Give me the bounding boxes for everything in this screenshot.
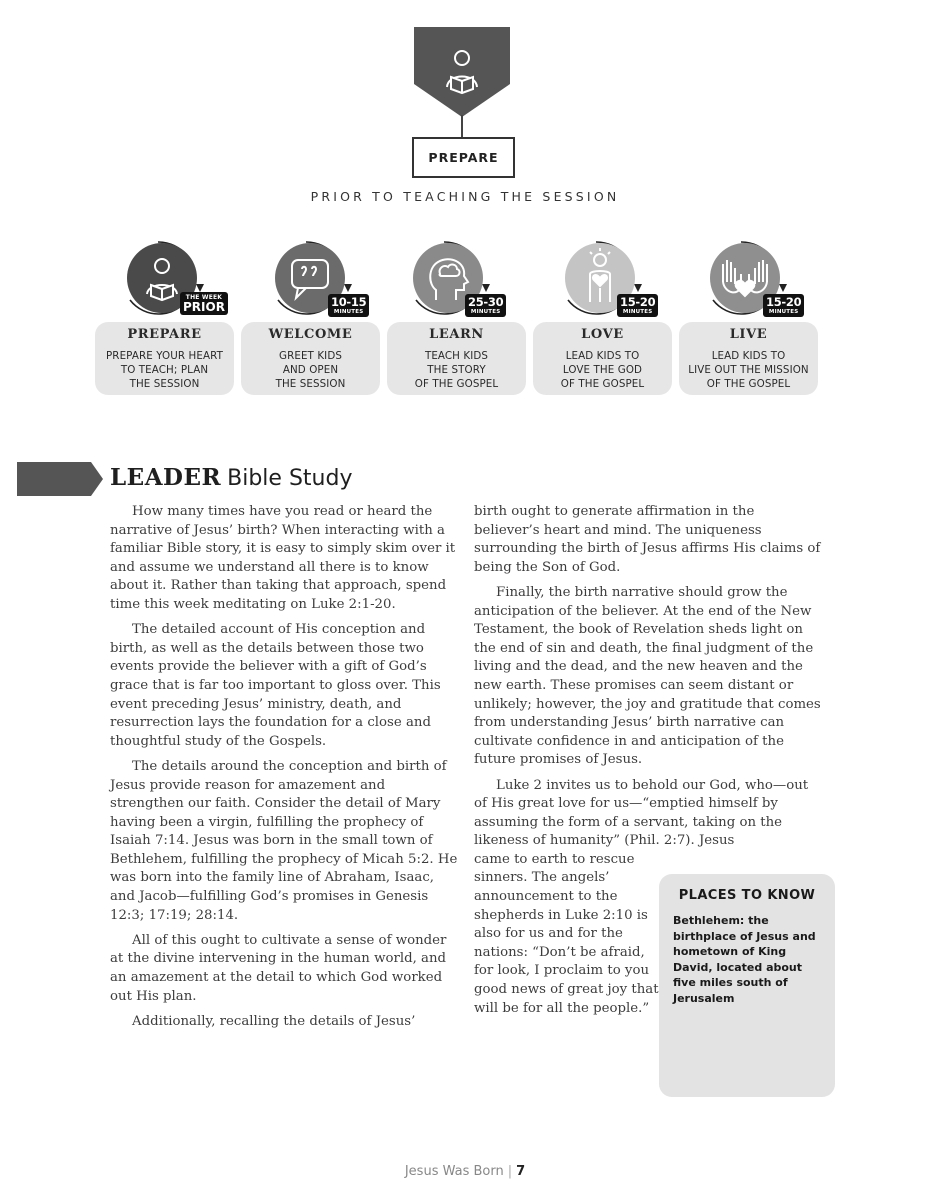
step-title: LIVE: [729, 327, 768, 342]
prepare-label: PREPARE: [412, 137, 515, 178]
paragraph: came to earth to rescue sinners. The angels’ announcement to the shepherds in Luke 2:10 is also for us and for the nations: “Don’t be afraid, for look, I proclaim to you good news of great joy that will be for all the people.”: [474, 851, 659, 1016]
step-card-prepare: [95, 322, 234, 395]
time-badge-love: 15-20 MINUTES: [617, 294, 658, 317]
page-footer: [0, 1164, 930, 1179]
page-number: 7: [516, 1164, 526, 1179]
paragraph: The details around the conception and birth of Jesus provide reason for amazement and strengthen our faith. Consider the detail of Mary having been a virgin, fulfilling the prophecy of Isaiah 7:14. Jesus was born in the small town of Bethlehem, fulfilling the prophecy of Micah 5:2. He was born into the family line of Abraham, Isaac, and Jacob—fulfilling God’s promises in Genesis 12:3; 17:19; 28:14.: [110, 758, 458, 923]
banner-connector: [461, 115, 463, 137]
section-arrow-marker: [17, 462, 103, 496]
time-badge-prepare: THE WEEK PRIOR: [180, 292, 228, 315]
paragraph: How many times have you read or heard the narrative of Jesus’ birth? When interacting with a familiar Bible story, it is easy to simply skim over it and assume we understand all there is to know about it. Rather than taking that approach, spend time this week meditating on Luke 2:1-20.: [110, 504, 456, 612]
time-badge-welcome: 10-15 MINUTES: [328, 294, 369, 317]
places-to-know-sidebar: [659, 874, 835, 1097]
footer-title: Jesus Was Born: [404, 1164, 504, 1179]
step-title: LOVE: [581, 327, 624, 342]
step-card-learn: [387, 322, 526, 395]
step-desc: TEACH KIDS THE STORY OF THE GOSPEL: [414, 350, 499, 390]
paragraph: Additionally, recalling the details of Jesus’: [132, 1013, 416, 1029]
time-badge-learn: 25-30 MINUTES: [465, 294, 506, 317]
step-desc: PREPARE YOUR HEART TO TEACH; PLAN THE SESSION: [106, 350, 223, 390]
step-title: PREPARE: [127, 327, 202, 342]
section-heading: [110, 464, 352, 491]
paragraph: Finally, the birth narrative should grow the anticipation of the believer. At the end of the New Testament, the book of Revelation sheds light on the end of sin and death, the final judgment of the living and the dead, and the new heaven and the new earth. These promises can seem distant or unlikely; however, the joy and gratitude that comes from understanding Jesus’ birth narrative can cultivate confidence in and anticipation of the future promises of Jesus.: [474, 584, 821, 768]
step-title: LEARN: [429, 327, 484, 342]
step-card-live: [679, 322, 818, 395]
step-desc: GREET KIDS AND OPEN THE SESSION: [275, 350, 346, 390]
paragraph: birth ought to generate affirmation in the believer’s heart and mind. The uniqueness surrounding the birth of Jesus affirms His claims of being the Son of God.: [474, 504, 821, 575]
step-card-love: [533, 322, 672, 395]
sidebar-title: PLACES TO KNOW: [678, 888, 816, 903]
step-desc: LEAD KIDS TO LIVE OUT THE MISSION OF THE GOSPEL: [688, 350, 809, 390]
heading-light: Bible Study: [227, 466, 353, 491]
time-badge-live: 15-20 MINUTES: [763, 294, 804, 317]
sidebar-text: Bethlehem: the birthplace of Jesus and hometown of King David, located about five miles south of Jerusalem: [673, 914, 816, 1005]
paragraph: All of this ought to cultivate a sense of wonder at the divine intervening in the human world, and an amazement at the detail to which God worked out His plan.: [110, 932, 447, 1004]
left-column: [110, 503, 458, 1038]
step-title: WELCOME: [268, 327, 353, 342]
paragraph: The detailed account of His conception and birth, as well as the details between those two events provide the believer with a gift of God’s grace that is far too important to gloss over. This event preceding Jesus’ ministry, death, and resurrection lays the foundation for a close and thoughtful study of the Gospels.: [110, 622, 441, 749]
heading-bold: LEADER: [110, 464, 222, 491]
paragraph: Luke 2 invites us to behold our God, who—out of His great love for us—“emptied himself by assuming the form of a servant, taking on the likeness of humanity” (Phil. 2:7). Jesus: [474, 777, 809, 849]
step-desc: LEAD KIDS TO LOVE THE GOD OF THE GOSPEL: [560, 350, 645, 390]
prepare-banner: [414, 27, 510, 119]
step-card-welcome: [241, 322, 380, 395]
prior-to-teaching-text: PRIOR TO TEACHING THE SESSION: [310, 189, 620, 204]
footer-separator: |: [507, 1164, 513, 1179]
